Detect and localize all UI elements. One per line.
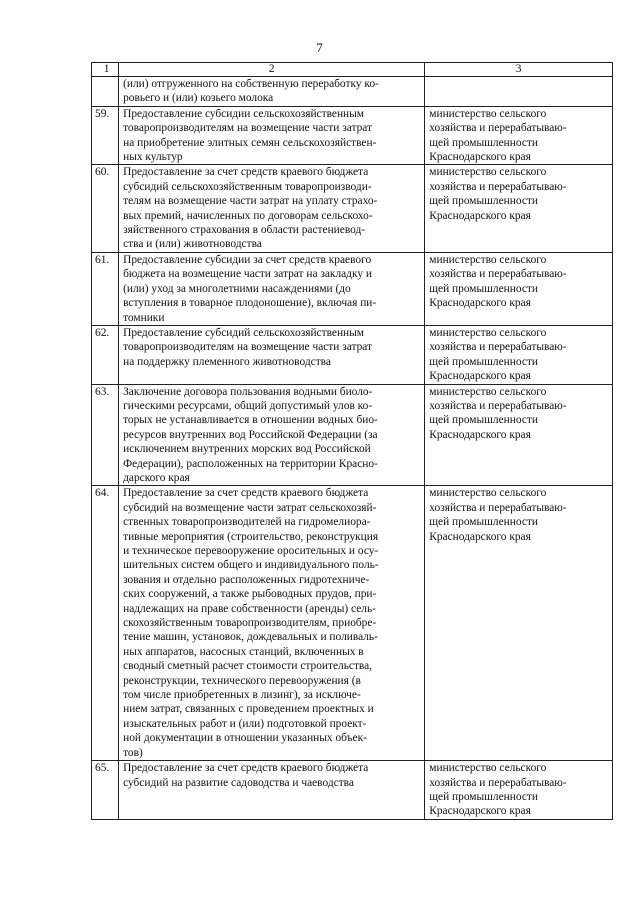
row-description-text: (или) отгруженного на собственную переработку ко- ровьего и (или) козьего молока [123,78,379,105]
row-number [92,77,119,107]
row-executor [425,486,613,761]
header-cell-2: 2 [119,63,425,77]
row-executor-text: министерство сельского хозяйства и перерабатываю- щей промышленности Краснодарского края [429,385,567,441]
table-row [92,384,613,486]
row-description [119,106,425,165]
header-cell-1: 1 [92,63,119,77]
row-number: 59. [92,106,119,165]
row-number: 64. [92,486,119,761]
row-description [119,325,425,384]
table-row [92,761,613,820]
row-number: 62. [92,325,119,384]
row-executor [425,106,613,165]
row-description [119,165,425,252]
row-executor [425,252,613,325]
table-row [92,77,613,107]
row-description [119,252,425,325]
row-executor-text: министерство сельского хозяйства и перерабатываю- щей промышленности Краснодарского края [429,107,567,164]
row-executor-text: министерство сельского хозяйства и перерабатываю- щей промышленности Краснодарского края [429,253,567,310]
row-description [119,384,425,486]
row-number: 61. [92,252,119,325]
row-description [119,486,425,761]
row-description-text: Предоставление за счет средств краевого бюджета субсидий сельскохозяйственным товаропроизводи- телям на возмещение части затрат на уплату страхо- вых премий, начисленных по договорам сельскохо- зяйственного страхования в области растениевод- ства и (или) животноводства [123,166,378,251]
row-executor [425,77,613,107]
row-executor-text: министерство сельского хозяйства и перерабатываю- щей промышленности Краснодарского края [429,487,567,543]
row-description-text: Предоставление субсидий сельскохозяйственным товаропроизводителям на возмещение части затрат на поддержку племенного животноводства [123,326,373,368]
row-description-text: Предоставление субсидии сельскохозяйственным товаропроизводителям на возмещение части затрат на приобретение элитных семян сельскохозяйствен- ных культур [123,107,377,164]
row-description-text: Предоставление субсидии за счет средств краевого бюджета на возмещение части затрат на закладку и (или) уход за многолетними насаждениями (до вступления в товарное плодоношение), включая пи- томники [123,253,377,324]
document-table [91,62,613,820]
row-description-text: Предоставление за счет средств краевого бюджета субсидий на возмещение части затрат сельскохозяй- ственных товаропроизводителей на гидромелиора- тивные мероприятия (строительство, реконструкция и техническое перевооружение оросительных и осу- шительных систем общего и индивидуального поль- зования и отдельно расположенных гидротехниче- ских сооружений, а также рыбоводных прудов, при- надлежащих на праве собственности (аренды) сель- скохозяйственным товаропроизводителям, приобре- тение машин, установок, дождевальных и поливаль- ных аппаратов, насосных станций, включенных в сводный сметный расчет стоимости строительства, реконструкции, технического перевооружения (в том числе приобретенных в лизинг), за исключе- нием затрат, связанных с проведением проектных и изыскательных работ и (или) подготовкой проект- ной документации в отношении указанных объек- тов) [123,487,379,759]
row-number: 63. [92,384,119,486]
row-executor-text: министерство сельского хозяйства и перерабатываю- щей промышленности Краснодарского края [429,762,567,818]
table-header-row [92,63,613,77]
table-row [92,486,613,761]
row-description-text: Заключение договора пользования водными биоло- гическими ресурсами, общий допустимый улов ко- торых не устанавливается в отношении водных био- ресурсов внутренних вод Российской Федерации (за исключением внутренних морских вод Российской Федерации), расположенных на территории Красно- дарского края [123,385,378,484]
row-number: 60. [92,165,119,252]
row-executor [425,165,613,252]
row-executor [425,384,613,486]
row-description [119,77,425,107]
table-row [92,252,613,325]
table-row [92,106,613,165]
row-number: 65. [92,761,119,820]
row-executor [425,761,613,820]
table-row [92,165,613,252]
row-executor-text: министерство сельского хозяйства и перерабатываю- щей промышленности Краснодарского края [429,166,567,222]
row-executor-text: министерство сельского хозяйства и перерабатываю- щей промышленности Краснодарского края [429,326,567,383]
row-executor [425,325,613,384]
table-row [92,325,613,384]
page-number: 7 [316,40,323,55]
row-description-text: Предоставление за счет средств краевого бюджета субсидий на развитие садоводства и чаеводства [123,762,369,789]
row-description [119,761,425,820]
header-cell-3: 3 [425,63,613,77]
